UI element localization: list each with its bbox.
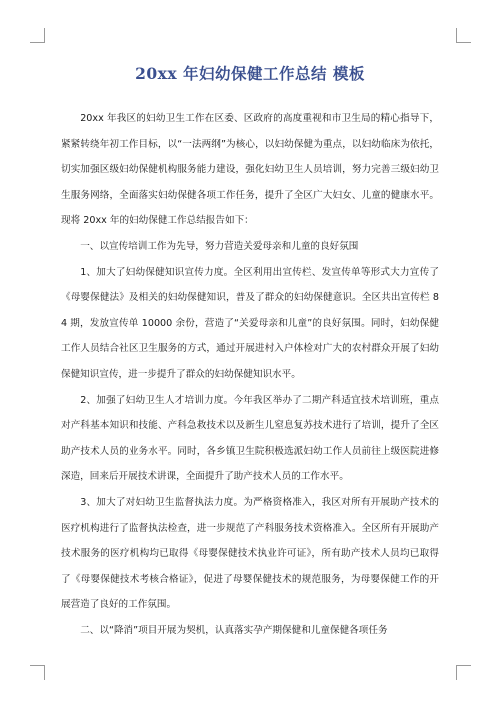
intro-paragraph: 20xx 年我区的妇幼卫生工作在区委、区政府的高度重视和市卫生局的精心指导下，紧紧转绕年初工作目标，以“一法两纲”为核心，以妇幼保健为重点，以妇幼临床为依托，切实加强区级妇幼保健机构服务能力建设，强化妇幼卫生人员培训，努力完善三级妇幼卫生服务网络，全面落实妇幼保健各项工作任务，提升了全区广大妇女、儿童的健康水平。现将 20xx 年的妇幼保健工作总结报告如下： bbox=[61, 113, 439, 227]
section-heading-2: 二、以“降消”项目开展为契机，认真落实孕产期保健和儿童保健各项任务 bbox=[80, 624, 388, 636]
document-body bbox=[61, 106, 439, 643]
document-title: 20xx 年妇幼保健工作总结 模板 bbox=[135, 64, 365, 83]
section-heading-1: 一、以宣传培训工作为先导，努力营造关爱母亲和儿童的良好氛围 bbox=[80, 240, 359, 252]
crop-mark-bottom-right bbox=[456, 665, 471, 680]
body-paragraph-2: 2、加强了妇幼卫生人才培训力度。今年我区举办了二期产科适宜技术培训班，重点对产科基本知识和技能、产科急救技术以及新生儿窒息复苏技术进行了培训，提升了全区助产技术人员的业务水平。同时，各乡镇卫生院积极选派妇幼工作人员前往上级医院进修深造，回来后开展技术讲课，全面提升了助产技术人员的工作水平。 bbox=[61, 394, 439, 483]
body-paragraph-1: 1、加大了妇幼保健知识宣传力度。全区利用出宣传栏、发宣传单等形式大力宣传了《母婴保健法》及相关的妇幼保健知识，普及了群众的妇幼保健意识。全区共出宣传栏 84 期，发放宣传单 10000 余份，营造了“关爱母亲和儿童”的良好氛围。同时，妇幼保健工作人员结合社区卫生服务的方式，通过开展进村入户体检对广大的农村群众开展了妇幼保健知识宣传，进一步提升了群众的妇幼保健知识水平。 bbox=[61, 266, 439, 380]
crop-mark-bottom-left bbox=[30, 665, 45, 680]
crop-mark-top-right bbox=[456, 28, 471, 43]
crop-mark-top-left bbox=[30, 28, 45, 43]
body-paragraph-3: 3、加大了对妇幼卫生监督执法力度。为严格资格准入，我区对所有开展助产技术的医疗机构进行了监督执法检查，进一步规范了产科服务技术资格准入。全区所有开展助产技术服务的医疗机构均已取得《母婴保健技术执业许可证》，所有助产技术人员均已取得了《母婴保健技术考核合格证》，促进了母婴保健技术的规范服务，为母婴保健工作的开展营造了良好的工作氛围。 bbox=[61, 496, 439, 611]
